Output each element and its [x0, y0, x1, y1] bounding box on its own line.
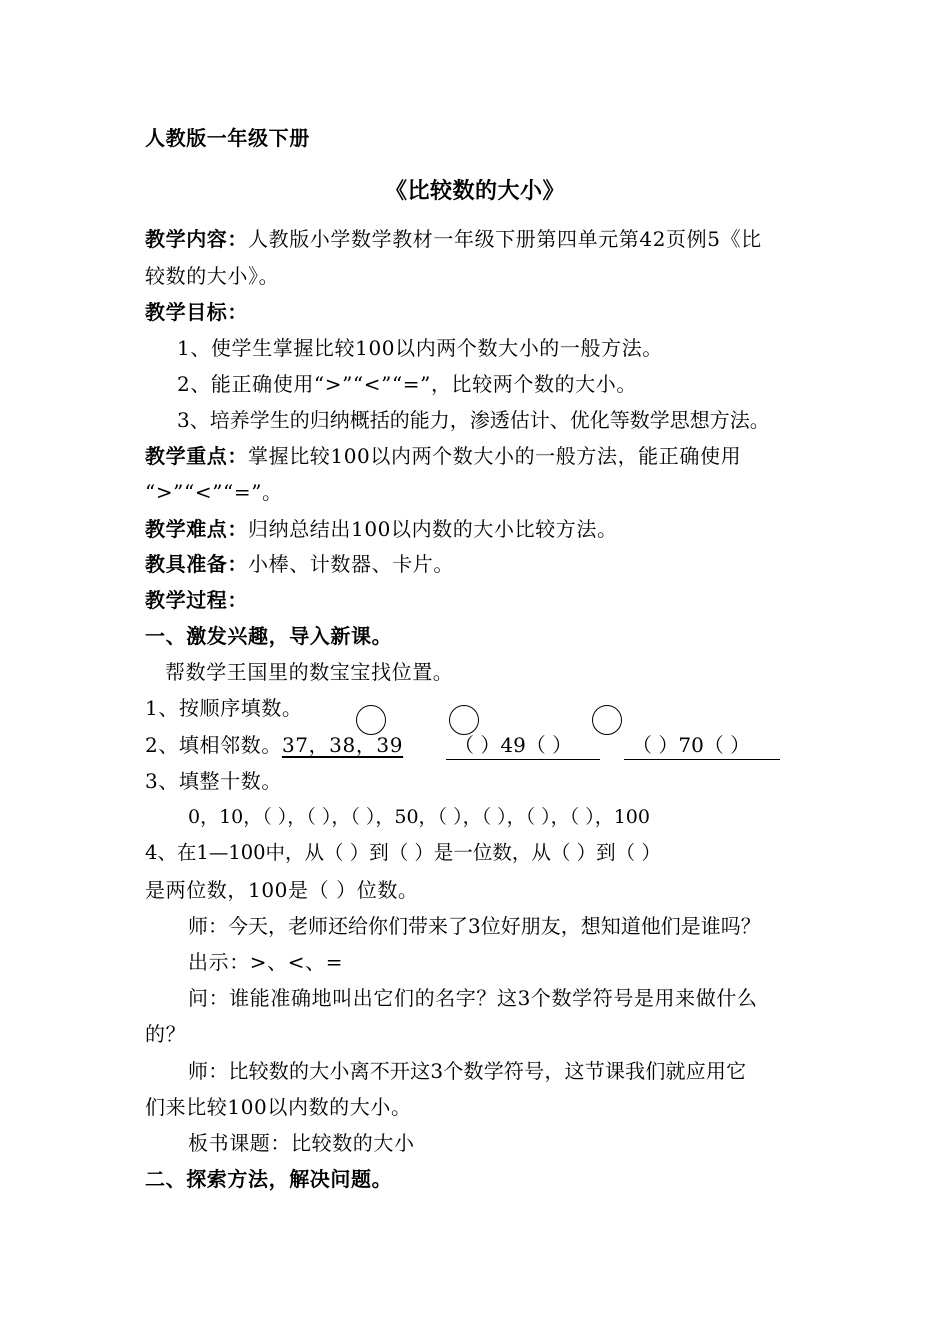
task-2-blank-2: （ ）70（ ）	[624, 731, 780, 760]
process-label: 教学过程：	[145, 588, 248, 612]
content-label: 教学内容：	[145, 227, 248, 251]
board-title: 板书课题：比较数的大小	[188, 1131, 415, 1155]
content-text: 人教版小学数学教材一年级下册第四单元第42页例5《比	[248, 227, 762, 251]
teacher-line-1: 师：今天，老师还给你们带来了3位好朋友，想知道他们是谁吗？	[188, 914, 761, 938]
goals-label: 教学目标：	[145, 300, 248, 324]
section-heading-1: 一、激发兴趣，导入新课。	[145, 624, 393, 648]
difficulty-text: 归纳总结出100以内数的大小比较方法。	[248, 517, 618, 541]
key-points-line-1	[145, 442, 741, 470]
task-2-blank-1: （ ）49（ ）	[446, 731, 600, 760]
content-line-2: 较数的大小》。	[145, 264, 280, 288]
task-4-line-1: 4、在1—100中，从（ ）到（ ）是一位数，从（ ）到（ ）	[145, 841, 661, 864]
teacher-line-2a: 师：比较数的大小离不开这3个数学符号，这节课我们就应用它	[188, 1059, 747, 1083]
content-line-1	[145, 225, 762, 253]
task-2-example: 37，38，39	[281, 733, 404, 757]
task-4-line-2: 是两位数，100是（ ）位数。	[145, 878, 419, 902]
goal-item-1: 1、使学生掌握比较100以内两个数大小的一般方法。	[177, 336, 663, 360]
goal-item-3: 3、培养学生的归纳概括的能力，渗透估计、优化等数学思想方法。	[177, 408, 770, 432]
edition-heading: 人教版一年级下册	[145, 126, 310, 150]
show-symbols: 出示：>、<、=	[188, 950, 344, 974]
task-3: 3、填整十数。	[145, 769, 282, 793]
key-points-line-2: “>”“<”“=”。	[145, 480, 283, 504]
question-line-2: 的？	[145, 1022, 187, 1046]
task-2-label: 2、填相邻数。	[145, 733, 282, 757]
difficulty-label: 教学难点：	[145, 517, 248, 541]
question-line-1: 问：谁能准确地叫出它们的名字？这3个数学符号是用来做什么	[188, 986, 758, 1010]
difficulty-line	[145, 515, 618, 543]
materials-text: 小棒、计数器、卡片。	[248, 552, 454, 576]
section-heading-2: 二、探索方法，解决问题。	[145, 1167, 393, 1191]
key-points-text: 掌握比较100以内两个数大小的一般方法，能正确使用	[248, 444, 742, 468]
intro-text: 帮数学王国里的数宝宝找位置。	[165, 660, 454, 684]
page-title: 《比较数的大小》	[384, 179, 565, 204]
task-1: 1、按顺序填数。	[145, 696, 303, 720]
task-2-line	[145, 731, 403, 759]
materials-label: 教具准备：	[145, 552, 248, 576]
teacher-line-2b: 们来比较100以内数的大小。	[145, 1095, 412, 1119]
key-points-label: 教学重点：	[145, 444, 248, 468]
materials-line	[145, 550, 454, 578]
task-3-sequence: 0，10，（ ），（ ），（ ），50，（ ），（ ），（ ），（ ），100	[188, 806, 650, 828]
goal-item-2: 2、能正确使用“>”“<”“=”，比较两个数的大小。	[177, 372, 637, 396]
